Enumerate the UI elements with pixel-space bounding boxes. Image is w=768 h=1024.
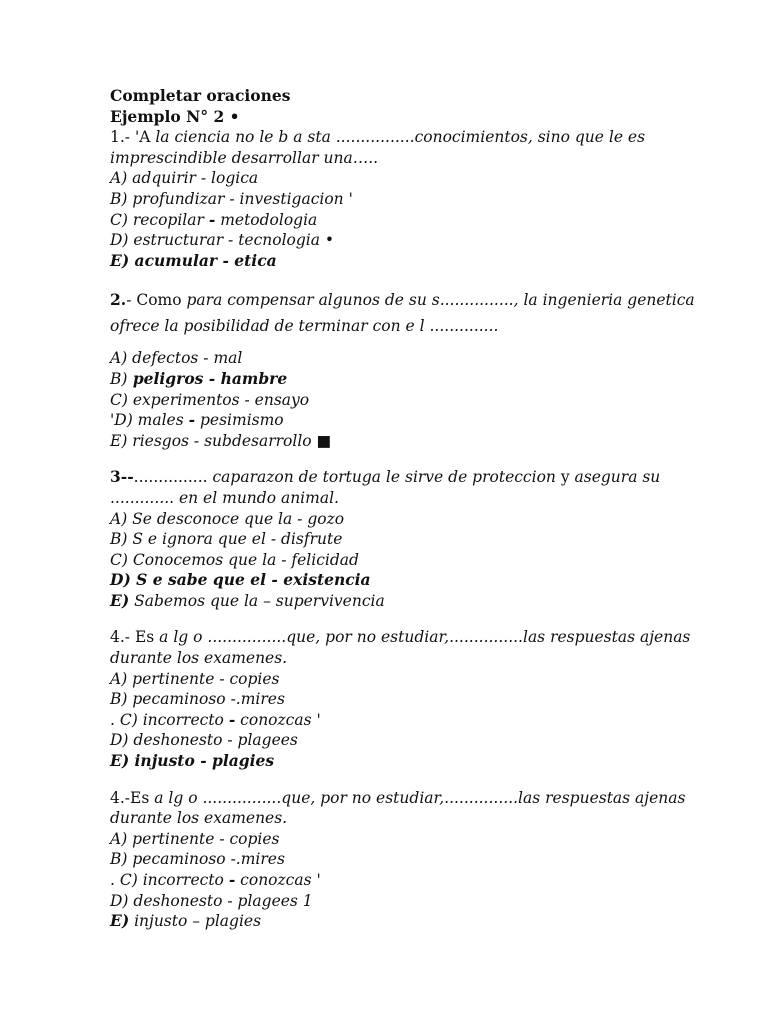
q2-option-a: A) defectos - mal bbox=[110, 349, 243, 368]
document-page bbox=[110, 86, 695, 932]
q4-lead: 4.- Es bbox=[110, 628, 155, 647]
q5-option-c bbox=[110, 870, 670, 891]
q5-stem-text: a lg o ................que, por no estudiar,...............las respuestas ajenas bbox=[149, 788, 686, 807]
q5-option-c-post: conozcas ' bbox=[235, 871, 321, 889]
q5-option-c-dash: - bbox=[228, 870, 236, 889]
document-title: Completar oraciones bbox=[110, 86, 291, 105]
spacer bbox=[110, 271, 670, 287]
q5-option-e bbox=[110, 911, 670, 932]
question-1 bbox=[110, 127, 670, 271]
q5-option-e-label: E) bbox=[110, 911, 130, 931]
q4-option-c bbox=[110, 710, 670, 731]
q5-option-c-pre: . C) incorrecto bbox=[110, 871, 229, 889]
q5-stem-line-2: durante los examenes. bbox=[110, 809, 288, 828]
q2-option-e: E) riesgos - subdesarrollo ■ bbox=[110, 431, 332, 450]
q3-option-b: B) S e ignora que el - disfrute bbox=[110, 530, 343, 549]
q5-stem-line-1 bbox=[110, 788, 686, 809]
q2-option-c: C) experimentos - ensayo bbox=[110, 390, 310, 409]
q1-stem-text: la ciencia no le b a sta ................conocimientos, sino que le es bbox=[150, 128, 646, 147]
q1-option-d: D) estructurar - tecnologia • bbox=[110, 231, 335, 250]
q4-stem-text: a lg o ................que, por no estudiar,...............las respuestas ajenas bbox=[154, 628, 691, 647]
q1-number: 1.- 'A bbox=[110, 128, 151, 147]
question-2 bbox=[110, 287, 695, 451]
q2-stem-tail: la ingenieria genetica bbox=[518, 291, 695, 310]
q3-option-e-text: Sabemos que la – supervivencia bbox=[129, 591, 385, 610]
q1-stem-line-2: imprescindible desarrollar una….. bbox=[110, 148, 379, 167]
q1-option-a: A) adquirir - logica bbox=[110, 169, 259, 188]
question-3 bbox=[110, 467, 670, 611]
q3-stem-text: caparazon de tortuga le sirve de proteccion bbox=[207, 468, 556, 487]
q2-lead: - Como bbox=[126, 291, 182, 310]
q2-number: 2. bbox=[110, 290, 127, 310]
spacer bbox=[110, 339, 670, 348]
spacer bbox=[110, 611, 670, 627]
q3-option-a: A) Se desconoce que la - gozo bbox=[110, 509, 345, 528]
q5-option-e-text: injusto – plagies bbox=[129, 912, 262, 931]
q3-option-c: C) Conocemos que la - felicidad bbox=[110, 550, 359, 569]
q2-option-b-answer bbox=[110, 369, 670, 390]
q5-lead: 4.-Es bbox=[110, 788, 150, 807]
q4-option-a: A) pertinente - copies bbox=[110, 669, 280, 688]
q2-option-b-label: B) bbox=[110, 369, 128, 388]
q4-option-d: D) deshonesto - plagees bbox=[110, 731, 298, 750]
q5-option-b: B) pecaminoso -.mires bbox=[110, 850, 285, 869]
q3-number: 3-- bbox=[110, 467, 134, 487]
q3-stem-line-1 bbox=[110, 467, 670, 488]
q2-stem-line-2: ofrece la posibilidad de terminar con e l .............. bbox=[110, 317, 499, 336]
q4-option-e-answer: E) injusto - plagies bbox=[110, 751, 275, 771]
q4-option-b: B) pecaminoso -.mires bbox=[110, 690, 285, 709]
q1-option-e-answer: E) acumular - etica bbox=[110, 250, 277, 270]
q1-option-c-dash: - bbox=[208, 209, 216, 229]
q1-stem-line-1 bbox=[110, 127, 670, 148]
q2-option-d-post: pesimismo bbox=[195, 411, 284, 430]
q2-option-d-dash: - bbox=[188, 410, 196, 430]
q2-stem-line-1 bbox=[110, 287, 695, 313]
spacer bbox=[110, 772, 670, 788]
q3-stem-y: y bbox=[555, 468, 570, 487]
q5-option-a: A) pertinente - copies bbox=[110, 829, 280, 848]
q3-option-e-label: E) bbox=[110, 590, 130, 610]
q1-option-b: B) profundizar - investigacion ' bbox=[110, 189, 353, 208]
question-4-repeat bbox=[110, 788, 686, 932]
question-4 bbox=[110, 627, 691, 771]
q4-stem-line-2: durante los examenes. bbox=[110, 649, 288, 668]
q2-option-d-pre: 'D) males bbox=[110, 411, 189, 430]
q3-dots: ............... bbox=[133, 468, 208, 487]
q3-stem-tail: asegura su bbox=[569, 468, 661, 487]
q5-option-d: D) deshonesto - plagees 1 bbox=[110, 891, 313, 910]
spacer bbox=[110, 451, 670, 467]
q1-option-c-pre: C) recopilar bbox=[110, 210, 209, 229]
q2-stem-text: para compensar algunos de su s..............., bbox=[181, 291, 519, 310]
q1-option-c bbox=[110, 210, 670, 231]
q4-option-c-dash: - bbox=[228, 709, 236, 729]
q3-option-d-answer: D) S e sabe que el - existencia bbox=[110, 570, 371, 590]
q4-stem-line-1 bbox=[110, 627, 691, 648]
q4-option-c-post: conozcas ' bbox=[235, 710, 321, 729]
q2-option-d bbox=[110, 410, 670, 431]
q2-option-b-text: peligros - hambre bbox=[127, 368, 288, 388]
q3-option-e bbox=[110, 591, 670, 612]
q1-option-c-post: metodologia bbox=[215, 210, 318, 229]
q3-stem-line-2: ............. en el mundo animal. bbox=[110, 488, 339, 507]
q4-option-c-pre: . C) incorrecto bbox=[110, 710, 229, 729]
document-subtitle: Ejemplo N° 2 • bbox=[110, 106, 240, 126]
